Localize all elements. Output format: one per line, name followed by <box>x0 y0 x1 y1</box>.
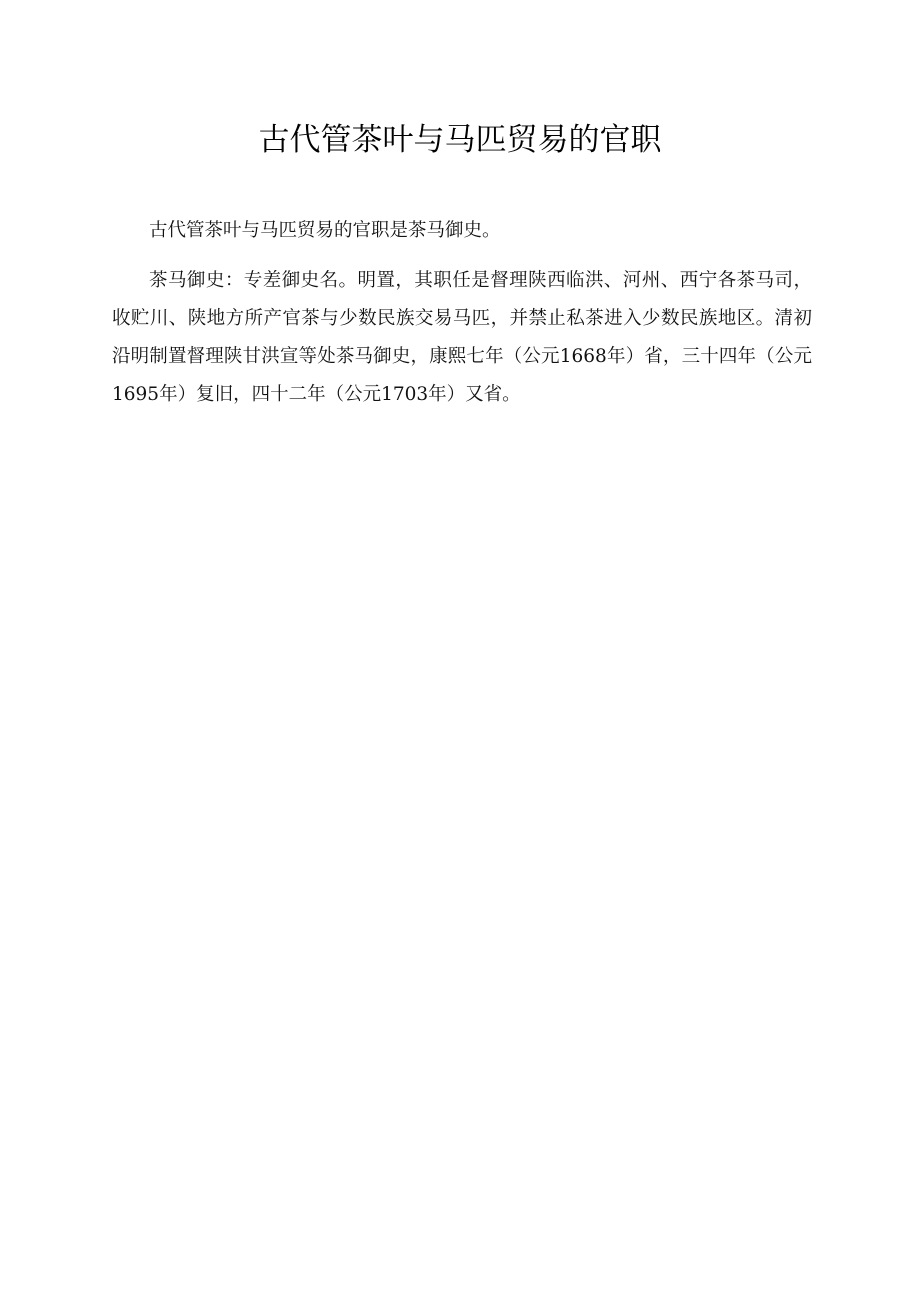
paragraph-definition: 茶马御史：专差御史名。明置，其职任是督理陕西临洪、河州、西宁各茶马司，收贮川、陕地方所产官茶与少数民族交易马匹，并禁止私茶进入少数民族地区。清初沿明制置督理陕甘洪宣等处茶马御史，康熙七年（公元1668年）省，三十四年（公元1695年）复旧，四十二年（公元1703年）又省。 <box>112 270 812 405</box>
paragraph-intro: 古代管茶叶与马匹贸易的官职是茶马御史。 <box>149 220 501 241</box>
document-title: 古代管茶叶与马匹贸易的官职 <box>258 122 662 158</box>
